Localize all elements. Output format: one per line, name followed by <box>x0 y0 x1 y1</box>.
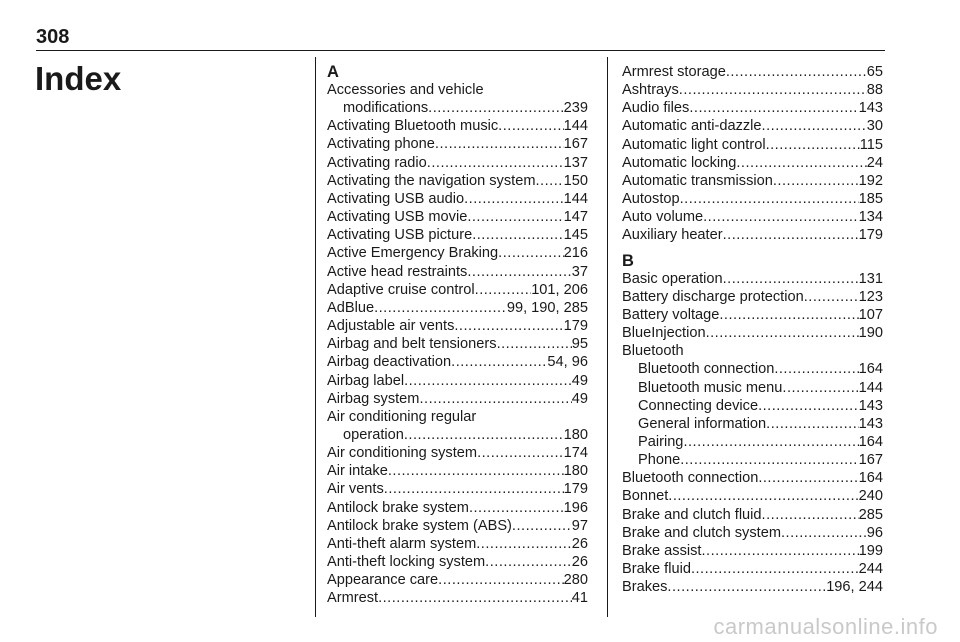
entry-term: Activating radio <box>327 154 427 171</box>
index-entry <box>327 154 588 172</box>
dot-leader <box>773 172 859 190</box>
dot-leader <box>464 190 564 208</box>
entry-page-ref: 180 <box>563 463 588 480</box>
entry-term: Airbag and belt tensioners <box>327 336 497 353</box>
dot-leader <box>454 317 563 335</box>
entry-term: Activating USB movie <box>327 209 468 226</box>
entry-term: Brake and clutch fluid <box>622 506 762 523</box>
entry-term: Anti-theft locking system <box>327 554 486 571</box>
index-subentry <box>327 99 588 117</box>
index-entry <box>327 135 588 153</box>
entry-page-ref: 280 <box>563 572 588 589</box>
dot-leader <box>667 578 826 596</box>
entry-page-ref: 134 <box>858 209 883 226</box>
dot-leader <box>691 560 859 578</box>
index-entry <box>622 63 883 81</box>
header-rule <box>36 50 885 51</box>
dot-leader <box>435 135 564 153</box>
watermark: carmanualsonline.info <box>713 614 938 639</box>
dot-leader <box>766 136 860 154</box>
index-entry <box>622 506 883 524</box>
entry-term: Battery voltage <box>622 306 720 323</box>
entry-page-ref: 144 <box>563 190 588 207</box>
dot-leader <box>498 244 563 262</box>
entry-page-ref: 123 <box>858 288 883 305</box>
dot-leader <box>758 397 859 415</box>
entry-page-ref: 164 <box>858 470 883 487</box>
entry-page-ref: 144 <box>858 379 883 396</box>
index-column-1 <box>327 63 588 608</box>
index-entry <box>327 480 588 498</box>
page-number: 308 <box>36 26 70 48</box>
entry-page-ref: 95 <box>571 336 588 353</box>
entry-page-ref: 144 <box>563 118 588 135</box>
dot-leader <box>497 335 572 353</box>
index-entry <box>622 469 883 487</box>
index-entry <box>622 560 883 578</box>
entry-term: Bonnet <box>622 488 669 505</box>
index-subentry <box>622 397 883 415</box>
index-entry <box>622 172 883 190</box>
index-entry-heading: Accessories and vehicle <box>327 82 484 98</box>
entry-term: Brake assist <box>622 542 702 559</box>
entry-page-ref: 240 <box>858 488 883 505</box>
index-subentry <box>622 360 883 378</box>
entry-term: Auxiliary heater <box>622 227 723 244</box>
entry-page-ref: 97 <box>571 517 588 534</box>
dot-leader <box>774 360 858 378</box>
dot-leader <box>477 444 564 462</box>
dot-leader <box>476 535 572 553</box>
entry-term: Brake fluid <box>622 561 691 578</box>
entry-term: Armrest storage <box>622 64 726 80</box>
entry-term: General information <box>638 415 767 432</box>
index-entry <box>327 172 588 190</box>
dot-leader <box>680 190 859 208</box>
entry-page-ref: 185 <box>858 191 883 208</box>
index-title: Index <box>35 60 122 97</box>
entry-page-ref: 49 <box>571 372 588 389</box>
dot-leader <box>384 480 564 498</box>
dot-leader <box>512 517 572 535</box>
entry-term: Battery discharge protection <box>622 288 804 305</box>
entry-page-ref: 179 <box>563 481 588 498</box>
entry-term: Active head restraints <box>327 263 468 280</box>
entry-page-ref: 101, 206 <box>531 281 588 298</box>
dot-leader <box>804 288 859 306</box>
index-entry <box>622 306 883 324</box>
dot-leader <box>781 524 867 542</box>
entry-term: Bluetooth music menu <box>638 379 783 396</box>
index-entry <box>622 190 883 208</box>
entry-page-ref: 49 <box>571 390 588 407</box>
dot-leader <box>736 154 866 172</box>
dot-leader <box>469 499 564 517</box>
entry-term: Automatic anti-dazzle <box>622 118 762 135</box>
dot-leader <box>427 154 564 172</box>
entry-page-ref: 285 <box>858 506 883 523</box>
entry-term: Automatic locking <box>622 154 737 171</box>
index-subentry <box>622 433 883 451</box>
entry-page-ref: 180 <box>563 426 588 443</box>
index-entry <box>622 542 883 560</box>
entry-page-ref: 131 <box>858 270 883 287</box>
index-entry <box>622 524 883 542</box>
index-entry <box>327 117 588 135</box>
entry-page-ref: 137 <box>563 154 588 171</box>
index-entry <box>622 226 883 244</box>
entry-page-ref: 145 <box>563 227 588 244</box>
column-divider-1 <box>315 57 316 617</box>
entry-page-ref: 179 <box>563 318 588 335</box>
entry-page-ref: 239 <box>563 100 588 117</box>
index-entry <box>327 317 588 335</box>
index-subentry <box>622 415 883 433</box>
entry-term: Automatic transmission <box>622 172 773 189</box>
entry-term: Autostop <box>622 191 680 208</box>
entry-page-ref: 244 <box>858 561 883 578</box>
index-entry <box>327 263 588 281</box>
entry-page-ref: 96 <box>866 524 883 541</box>
index-entry <box>327 553 588 571</box>
index-entry <box>327 535 588 553</box>
entry-page-ref: 196 <box>563 499 588 516</box>
entry-term: Pairing <box>638 433 684 450</box>
entry-term: Auto volume <box>622 209 704 226</box>
entry-page-ref: 143 <box>858 415 883 432</box>
dot-leader <box>404 426 564 444</box>
dot-leader <box>485 553 572 571</box>
dot-leader <box>475 281 532 299</box>
dot-leader <box>680 451 858 469</box>
entry-page-ref: 164 <box>858 433 883 450</box>
entry-term: BlueInjection <box>622 325 706 342</box>
index-entry <box>622 136 883 154</box>
index-entry <box>622 270 883 288</box>
entry-page-ref: 26 <box>571 535 588 552</box>
index-entry <box>327 244 588 262</box>
dot-leader <box>374 299 507 317</box>
index-entry <box>622 324 883 342</box>
entry-term: Antilock brake system (ABS) <box>327 517 512 534</box>
dot-leader <box>762 506 859 524</box>
entry-page-ref: 174 <box>563 445 588 462</box>
dot-leader <box>723 270 859 288</box>
entry-term: Antilock brake system <box>327 499 469 516</box>
dot-leader <box>428 99 563 117</box>
index-entry <box>327 190 588 208</box>
dot-leader <box>766 415 858 433</box>
entry-term: Phone <box>638 452 681 469</box>
entry-page-ref: 54, 96 <box>547 354 588 371</box>
index-entry <box>327 226 588 244</box>
dot-leader <box>706 324 859 342</box>
index-entry <box>622 99 883 117</box>
index-entry <box>622 154 883 172</box>
index-entry-heading: Bluetooth <box>622 343 684 360</box>
entry-page-ref: 115 <box>859 136 883 153</box>
dot-leader <box>679 81 867 99</box>
entry-term: Activating USB picture <box>327 227 473 244</box>
index-entry-heading: Air conditioning regular <box>327 408 477 425</box>
index-subentry <box>622 451 883 469</box>
index-letter-heading: A <box>327 63 339 81</box>
index-entry <box>327 462 588 480</box>
index-entry <box>327 372 588 390</box>
entry-term: Brakes <box>622 579 668 596</box>
index-entry <box>327 353 588 371</box>
entry-term: Bluetooth connection <box>622 470 759 487</box>
dot-leader <box>472 226 563 244</box>
index-entry <box>327 517 588 535</box>
dot-leader <box>758 469 858 487</box>
dot-leader <box>668 487 858 505</box>
entry-page-ref: 164 <box>858 361 883 378</box>
entry-term: Ashtrays <box>622 82 679 99</box>
entry-term: Bluetooth connection <box>638 361 775 378</box>
entry-page-ref: 179 <box>858 227 883 244</box>
entry-term: Brake and clutch system <box>622 524 781 541</box>
dot-leader <box>467 263 571 281</box>
index-entry <box>327 390 588 408</box>
index-letter-heading: B <box>622 251 634 270</box>
index-entry <box>327 208 588 226</box>
index-entry <box>622 487 883 505</box>
index-entry <box>622 117 883 135</box>
dot-leader <box>388 462 564 480</box>
dot-leader <box>782 379 858 397</box>
dot-leader <box>438 571 563 589</box>
entry-page-ref: 107 <box>858 306 883 323</box>
index-subentry <box>622 379 883 397</box>
index-entry <box>327 299 588 317</box>
index-entry <box>327 499 588 517</box>
index-subentry <box>327 426 588 444</box>
entry-page-ref: 150 <box>563 172 588 189</box>
dot-leader <box>404 372 572 390</box>
entry-term: Air vents <box>327 481 384 498</box>
entry-page-ref: 26 <box>571 554 588 571</box>
entry-term: operation <box>343 426 404 443</box>
entry-term: Air conditioning system <box>327 445 478 462</box>
entry-term: Automatic light control <box>622 136 766 153</box>
entry-page-ref: 37 <box>571 263 588 280</box>
index-entry <box>622 578 883 596</box>
entry-page-ref: 192 <box>858 172 883 189</box>
entry-term: Adjustable air vents <box>327 318 455 335</box>
entry-term: Basic operation <box>622 270 723 287</box>
entry-page-ref: 147 <box>563 209 588 226</box>
dot-leader <box>726 63 867 81</box>
entry-page-ref: 199 <box>858 542 883 559</box>
index-entry <box>622 208 883 226</box>
index-entry <box>622 81 883 99</box>
column-divider-2 <box>607 57 608 617</box>
entry-page-ref: 190 <box>858 325 883 342</box>
entry-term: Airbag deactivation <box>327 354 452 371</box>
entry-page-ref: 65 <box>866 64 883 80</box>
entry-term: Adaptive cruise control <box>327 281 475 298</box>
index-column-2 <box>622 63 883 596</box>
index-entry <box>327 444 588 462</box>
entry-page-ref: 88 <box>866 82 883 99</box>
entry-term: Activating Bluetooth music <box>327 118 499 135</box>
entry-term: Air intake <box>327 463 388 480</box>
index-entry <box>327 281 588 299</box>
entry-page-ref: 143 <box>858 397 883 414</box>
dot-leader <box>419 390 571 408</box>
dot-leader <box>535 172 563 190</box>
dot-leader <box>723 226 859 244</box>
dot-leader <box>701 542 858 560</box>
entry-term: Activating phone <box>327 136 435 153</box>
index-entry <box>622 288 883 306</box>
entry-page-ref: 196, 244 <box>826 579 883 596</box>
dot-leader <box>719 306 858 324</box>
entry-term: modifications <box>343 100 429 117</box>
entry-term: Active Emergency Braking <box>327 245 499 262</box>
entry-page-ref: 167 <box>858 452 883 469</box>
index-entry <box>327 571 588 589</box>
index-entry <box>327 335 588 353</box>
dot-leader <box>703 208 859 226</box>
entry-term: Anti-theft alarm system <box>327 535 477 552</box>
entry-term: Connecting device <box>638 397 759 414</box>
entry-term: Audio files <box>622 100 690 117</box>
dot-leader <box>378 589 572 607</box>
dot-leader <box>467 208 563 226</box>
entry-page-ref: 143 <box>858 100 883 117</box>
dot-leader <box>683 433 858 451</box>
entry-term: AdBlue <box>327 299 375 316</box>
entry-page-ref: 41 <box>571 590 588 607</box>
entry-term: Activating USB audio <box>327 190 465 207</box>
entry-term: Activating the navigation system <box>327 172 536 189</box>
dot-leader <box>762 117 867 135</box>
dot-leader <box>498 117 563 135</box>
index-entry <box>327 589 588 607</box>
entry-term: Airbag label <box>327 372 405 389</box>
entry-page-ref: 99, 190, 285 <box>506 299 588 316</box>
entry-page-ref: 167 <box>563 136 588 153</box>
entry-page-ref: 24 <box>866 154 883 171</box>
dot-leader <box>689 99 858 117</box>
dot-leader <box>451 353 547 371</box>
entry-page-ref: 30 <box>866 118 883 135</box>
entry-term: Armrest <box>327 590 379 607</box>
entry-term: Airbag system <box>327 390 420 407</box>
entry-page-ref: 216 <box>563 245 588 262</box>
entry-term: Appearance care <box>327 572 439 589</box>
